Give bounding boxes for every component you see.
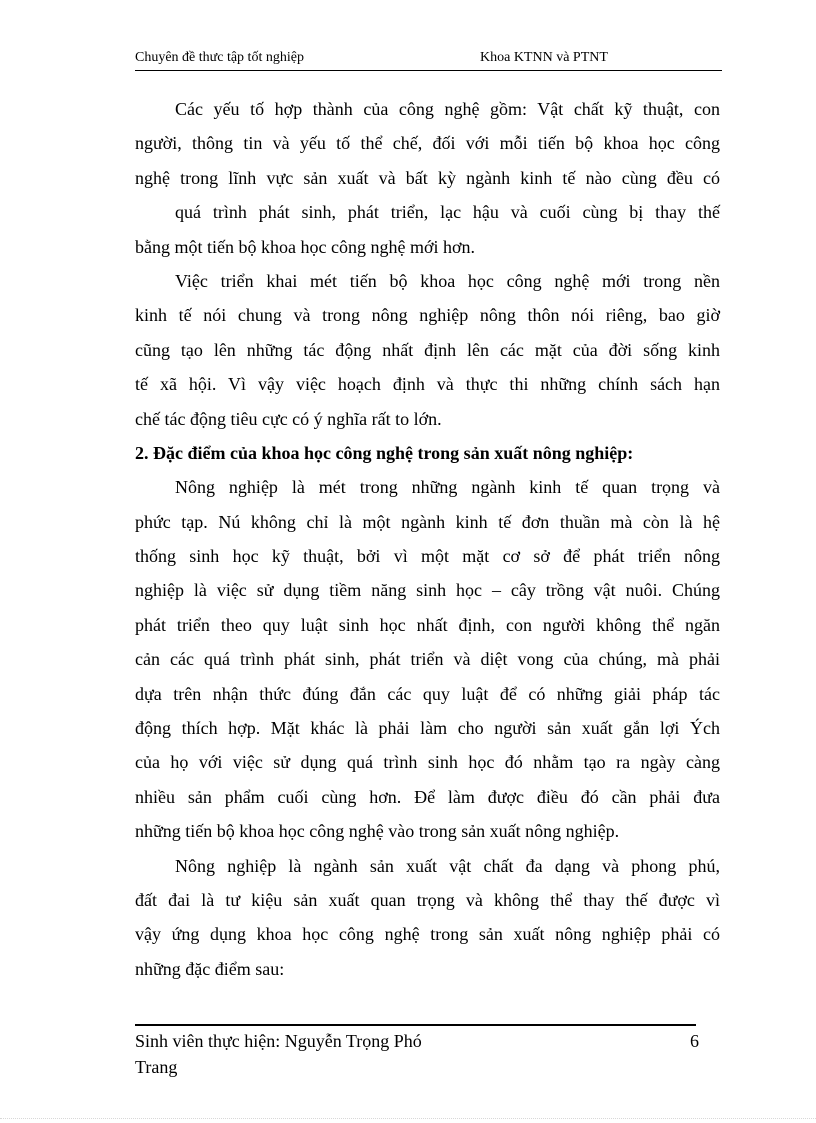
footer-author-continued: Trang xyxy=(135,1057,178,1077)
text-line: kinh tế nói chung và trong nông nghiệp nông thôn nói riêng, bao giờ xyxy=(135,305,720,326)
page-number: 6 xyxy=(690,1031,699,1051)
text-line: Nông nghiệp là ngành sản xuất vật chất đa dạng và phong phú, xyxy=(175,855,720,876)
text-line: động thích hợp. Mặt khác là phải làm cho người sản xuất gắn lợi Ých xyxy=(135,718,720,739)
header-right-title: Khoa KTNN và PTNT xyxy=(480,50,608,65)
text-line: những tiến bộ khoa học công nghệ vào trong sản xuất nông nghiệp. xyxy=(135,821,620,842)
text-line: những đặc điểm sau: xyxy=(135,958,285,979)
header-left-title: Chuyên đề thưc tập tốt nghiệp xyxy=(135,50,304,65)
text-line: nghiệp là việc sử dụng tiềm năng sinh học – cây trồng vật nuôi. Chúng xyxy=(135,580,720,601)
text-line: Nông nghiệp là mét trong những ngành kinh tế quan trọng và xyxy=(175,477,720,498)
text-line: Các yếu tố hợp thành của công nghệ gồm: Vật chất kỹ thuật, con xyxy=(175,99,720,119)
text-line: bằng một tiến bộ khoa học công nghệ mới hơn. xyxy=(135,236,475,257)
text-line: Việc triển khai mét tiến bộ khoa học công nghệ mới trong nền xyxy=(175,270,720,291)
text-line: quá trình phát sinh, phát triển, lạc hậu và cuối cùng bị thay thế xyxy=(175,202,720,223)
text-line: cũng tạo lên những tác động nhất định lên các mặt của đời sống kinh xyxy=(135,339,720,360)
text-line: người, thông tin và yếu tố thể chế, đối với mỗi tiến bộ khoa học công xyxy=(135,133,720,154)
footer-author: Sinh viên thực hiện: Nguyễn Trọng Phó xyxy=(135,1031,422,1051)
page-footer xyxy=(135,1028,422,1080)
text-line: đất đai là tư kiệu sản xuất quan trọng và không thể thay thế được vì xyxy=(135,889,720,910)
text-line: chế tác động tiêu cực có ý nghĩa rất to lớn. xyxy=(135,408,442,429)
page-bottom-border xyxy=(0,1118,816,1119)
footer-divider xyxy=(135,1024,696,1026)
text-line: của họ với việc sử dụng quá trình sinh học đó nhằm tạo ra ngày càng xyxy=(135,752,720,773)
text-line: phát triển theo quy luật sinh học nhất định, con người không thể ngăn xyxy=(135,614,720,635)
text-line: phức tạp. Nú không chỉ là một ngành kinh tế đơn thuần mà còn là hệ xyxy=(135,511,720,532)
text-line: tế xã hội. Vì vậy việc hoạch định và thực thi những chính sách hạn xyxy=(135,374,720,395)
document-body xyxy=(135,92,720,986)
page-header xyxy=(135,50,722,71)
text-line: nghệ trong lĩnh vực sản xuất và bất kỳ ngành kinh tế nào cùng đều có xyxy=(135,167,720,188)
text-line: vậy ứng dụng khoa học công nghệ trong sản xuất nông nghiệp phải có xyxy=(135,924,720,945)
text-line: cản các quá trình phát sinh, phát triển và diệt vong của chúng, mà phải xyxy=(135,649,720,670)
text-line: nhiều sản phẩm cuối cùng hơn. Để làm được điều đó cần phải đưa xyxy=(135,786,720,807)
text-line: thống sinh học kỹ thuật, bởi vì một mặt cơ sở để phát triển nông xyxy=(135,546,720,567)
section-heading: 2. Đặc điểm của khoa học công nghệ trong sản xuất nông nghiệp: xyxy=(135,442,634,463)
text-line: dựa trên nhận thức đúng đắn các quy luật để có những giải pháp tác xyxy=(135,683,720,704)
